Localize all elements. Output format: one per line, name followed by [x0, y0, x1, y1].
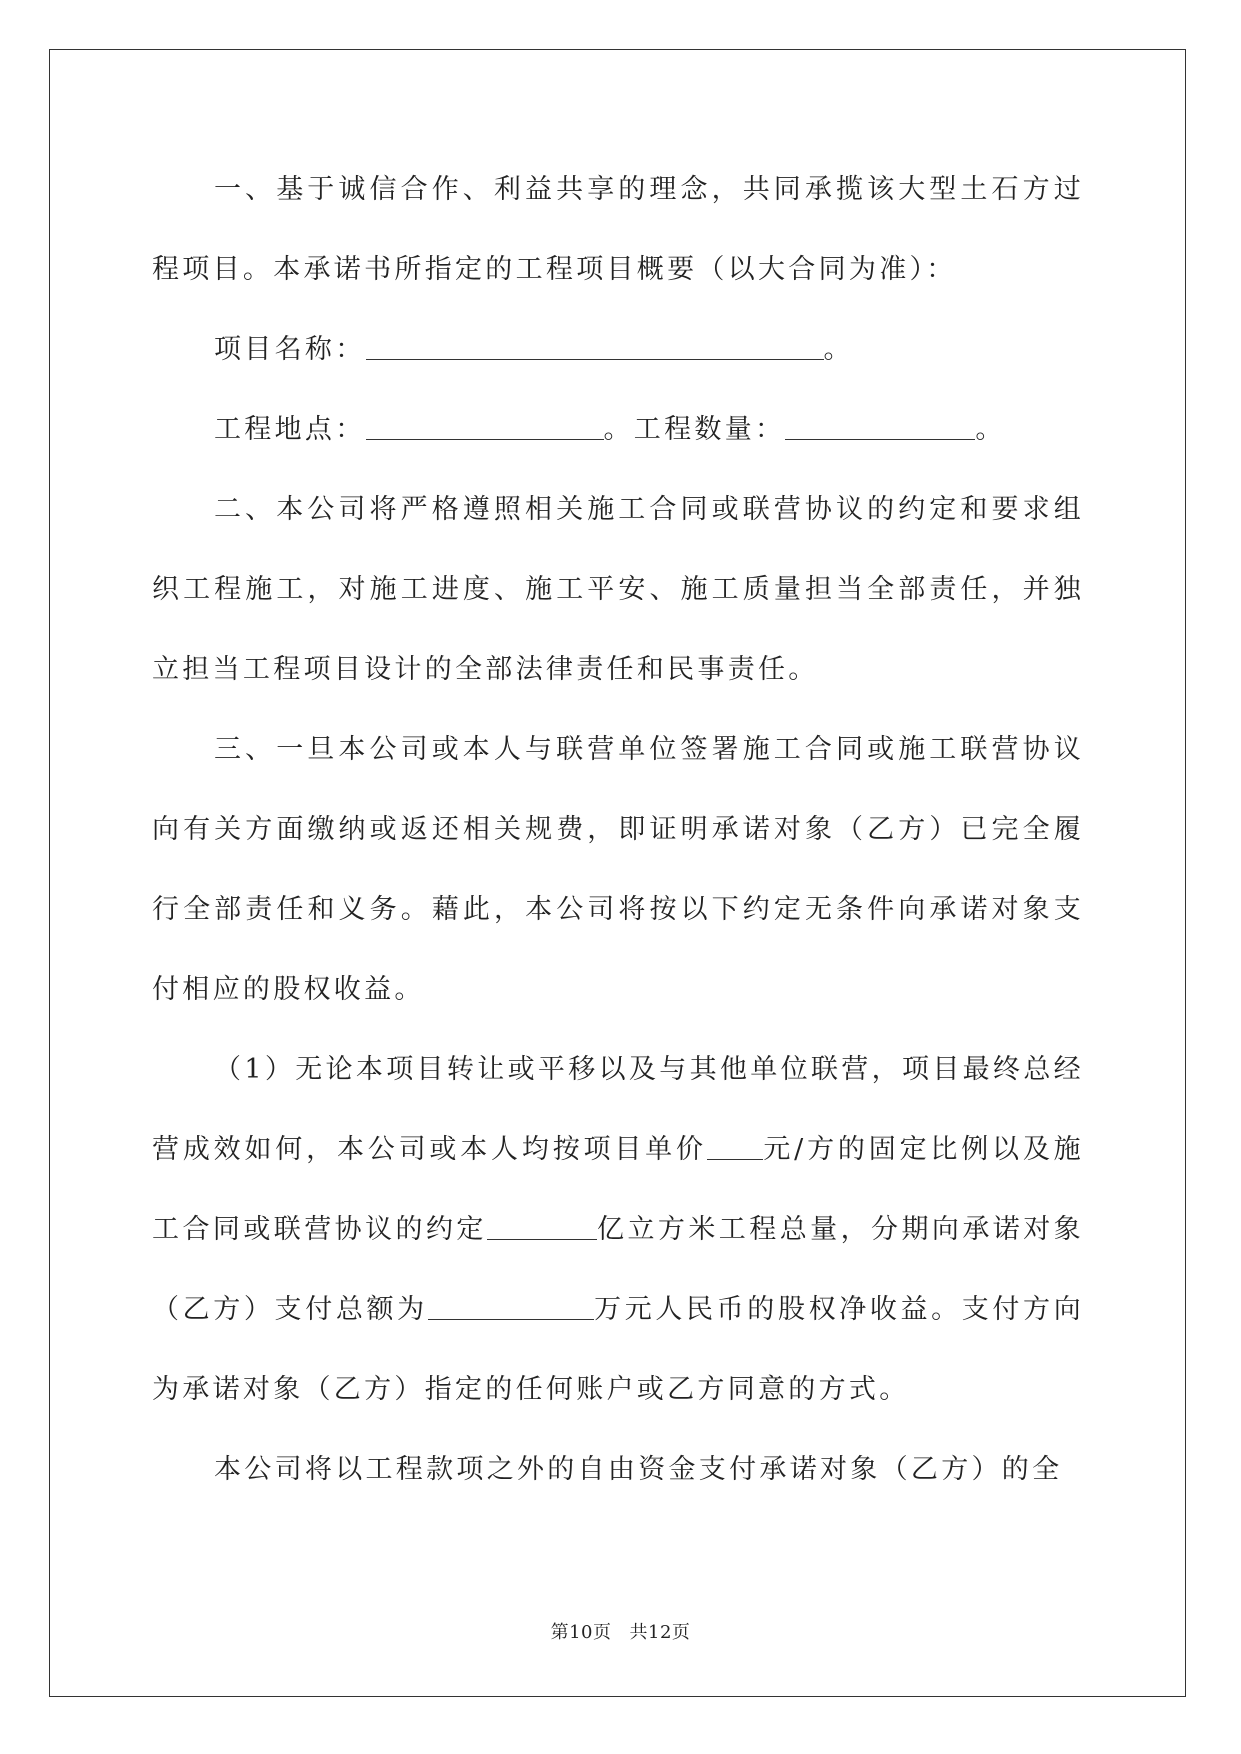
paragraph-3: 三、一旦本公司或本人与联营单位签署施工合同或施工联营协议向有关方面缴纳或返还相关规费，即证明承诺对象（乙方）已完全履行全部责任和义务。藉此，本公司将按以下约定无条件向承诺对象支付相应的股权收益。 [152, 734, 1084, 1005]
paragraph-4 [152, 1030, 1084, 1430]
project-name-line [152, 310, 1084, 390]
clause-1-text-c: 亿立方米工程总量，分期向承诺对象（乙方）支付总额为 [152, 1214, 1084, 1325]
clause-1-text-a: （1）无论本项目转让或平移以及与其他单位联营，项目最终总经营成效如何，本公司或本人均按项目单价 [152, 1054, 1084, 1165]
project-name-label: 项目名称： [214, 334, 366, 365]
quantity-label: 。工程数量： [603, 414, 786, 445]
page-footer [0, 1618, 1241, 1644]
paragraph-1: 一、基于诚信合作、利益共享的理念，共同承揽该大型土石方过程项目。本承诺书所指定的工程项目概要（以大合同为准）： [152, 174, 1084, 285]
project-name-blank[interactable] [366, 333, 824, 360]
total-amount-blank[interactable] [428, 1293, 594, 1320]
location-quantity-line [152, 390, 1084, 470]
clause-1-text-d: 万元人民币的股权净收益。支付方向为承诺对象（乙方）指定的任何账户或乙方同意的方式。 [152, 1294, 1084, 1405]
paragraph-5: 本公司将以工程款项之外的自由资金支付承诺对象（乙方）的全 [214, 1454, 1063, 1485]
unit-price-blank[interactable] [707, 1133, 763, 1160]
location-blank[interactable] [366, 413, 604, 440]
location-label: 工程地点： [214, 414, 366, 445]
total-page-count: 共12页 [629, 1622, 691, 1643]
current-page-number: 第10页 [550, 1622, 612, 1643]
paragraph-2: 二、本公司将严格遵照相关施工合同或联营协议的约定和要求组织工程施工，对施工进度、施工平安、施工质量担当全部责任，并独立担当工程项目设计的全部法律责任和民事责任。 [152, 494, 1084, 685]
clause-1-text-b: 元/方的固定比例以及施工合同或联营协议的约定 [152, 1134, 1084, 1245]
quantity-blank[interactable] [785, 413, 975, 440]
total-volume-blank[interactable] [487, 1213, 597, 1240]
project-name-end: 。 [823, 334, 854, 365]
document-body [152, 150, 1084, 1510]
quantity-end: 。 [975, 414, 1006, 445]
